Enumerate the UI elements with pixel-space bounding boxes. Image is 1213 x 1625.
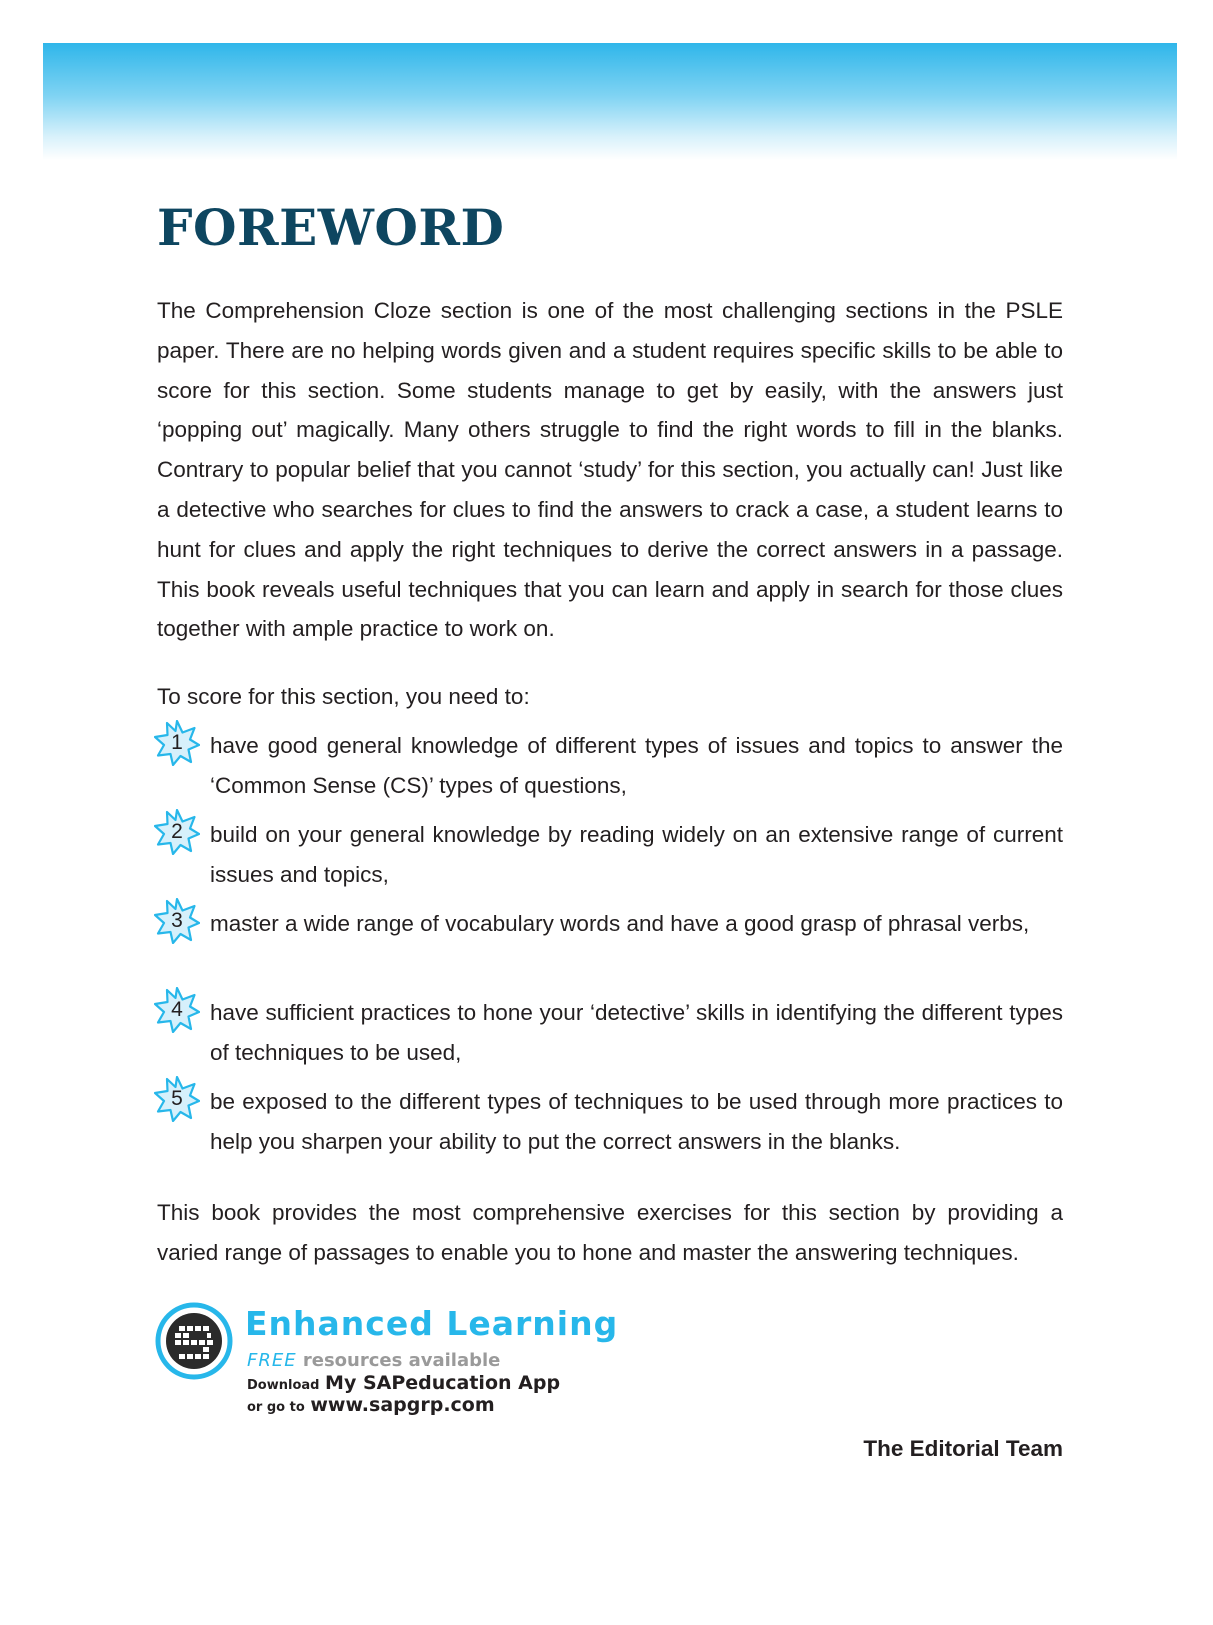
logo-free-resources bbox=[247, 1350, 500, 1371]
star-number-icon bbox=[154, 809, 200, 855]
list-item bbox=[157, 993, 1063, 1082]
list-item-text: be exposed to the different types of techniques to be used through more practices to help you sharpen your ability to put the correct answers in the blanks. bbox=[210, 1089, 1063, 1154]
list-item-text: have sufficient practices to hone your ‘detective’ skills in identifying the different types of techniques to be used, bbox=[210, 1000, 1063, 1065]
logo-download-line bbox=[247, 1372, 560, 1394]
requirements-list bbox=[157, 726, 1063, 1171]
closing-paragraph: This book provides the most comprehensive exercises for this section by providing a varied range of passages to enable you to hone and master the answering techniques. bbox=[157, 1200, 1063, 1265]
list-number: 5 bbox=[171, 1087, 183, 1110]
logo-free-word: FREE bbox=[247, 1350, 297, 1371]
logo-app-name: My SAPeducation App bbox=[325, 1372, 561, 1394]
logo-free-rest: resources available bbox=[296, 1350, 501, 1371]
list-number: 1 bbox=[171, 731, 183, 754]
intro-paragraph: The Comprehension Cloze section is one of the most challenging sections in the PSLE paper. There are no helping words given and a student requires specific skills to be able to score for this section. Some students manage to get by easily, with the answers just ‘popping out’ magically. Many others struggle to find the right words to fill in the blanks. Contrary to popular belief that you cannot ‘study’ for this section, you actually can! Just like a detective who searches for clues to find the answers to crack a case, a student learns to hunt for clues and apply the right techniques to derive the correct answers in a passage. This book reveals useful techniques that you can learn and apply in search for those clues together with ample practice to work on. bbox=[157, 298, 1063, 642]
list-item bbox=[157, 726, 1063, 815]
enhanced-learning-logo bbox=[155, 1302, 675, 1417]
sap-badge-icon bbox=[155, 1302, 233, 1380]
header-gradient-band bbox=[43, 43, 1177, 160]
star-number-icon bbox=[154, 1076, 200, 1122]
logo-download-word: Download bbox=[247, 1378, 320, 1393]
logo-brand-name: Enhanced Learning bbox=[245, 1304, 619, 1343]
logo-website: www.sapgrp.com bbox=[310, 1394, 495, 1416]
list-intro: To score for this section, you need to: bbox=[157, 684, 530, 709]
list-number: 3 bbox=[171, 909, 183, 932]
list-item-text: master a wide range of vocabulary words and have a good grasp of phrasal verbs, bbox=[210, 911, 1030, 936]
page-title: FOREWORD bbox=[157, 198, 505, 257]
list-item bbox=[157, 904, 1063, 993]
star-number-icon bbox=[154, 898, 200, 944]
logo-or-go-to: or go to bbox=[247, 1400, 305, 1415]
list-number: 4 bbox=[171, 998, 183, 1021]
star-number-icon bbox=[154, 987, 200, 1033]
list-item-text: build on your general knowledge by reading widely on an extensive range of current issues and topics, bbox=[210, 822, 1063, 887]
logo-website-line bbox=[247, 1394, 495, 1416]
signature: The Editorial Team bbox=[863, 1436, 1063, 1461]
star-number-icon bbox=[154, 720, 200, 766]
list-item-text: have good general knowledge of different types of issues and topics to answer the ‘Common Sense (CS)’ types of questions, bbox=[210, 733, 1063, 798]
list-item bbox=[157, 1082, 1063, 1171]
list-item bbox=[157, 815, 1063, 904]
list-number: 2 bbox=[171, 820, 183, 843]
